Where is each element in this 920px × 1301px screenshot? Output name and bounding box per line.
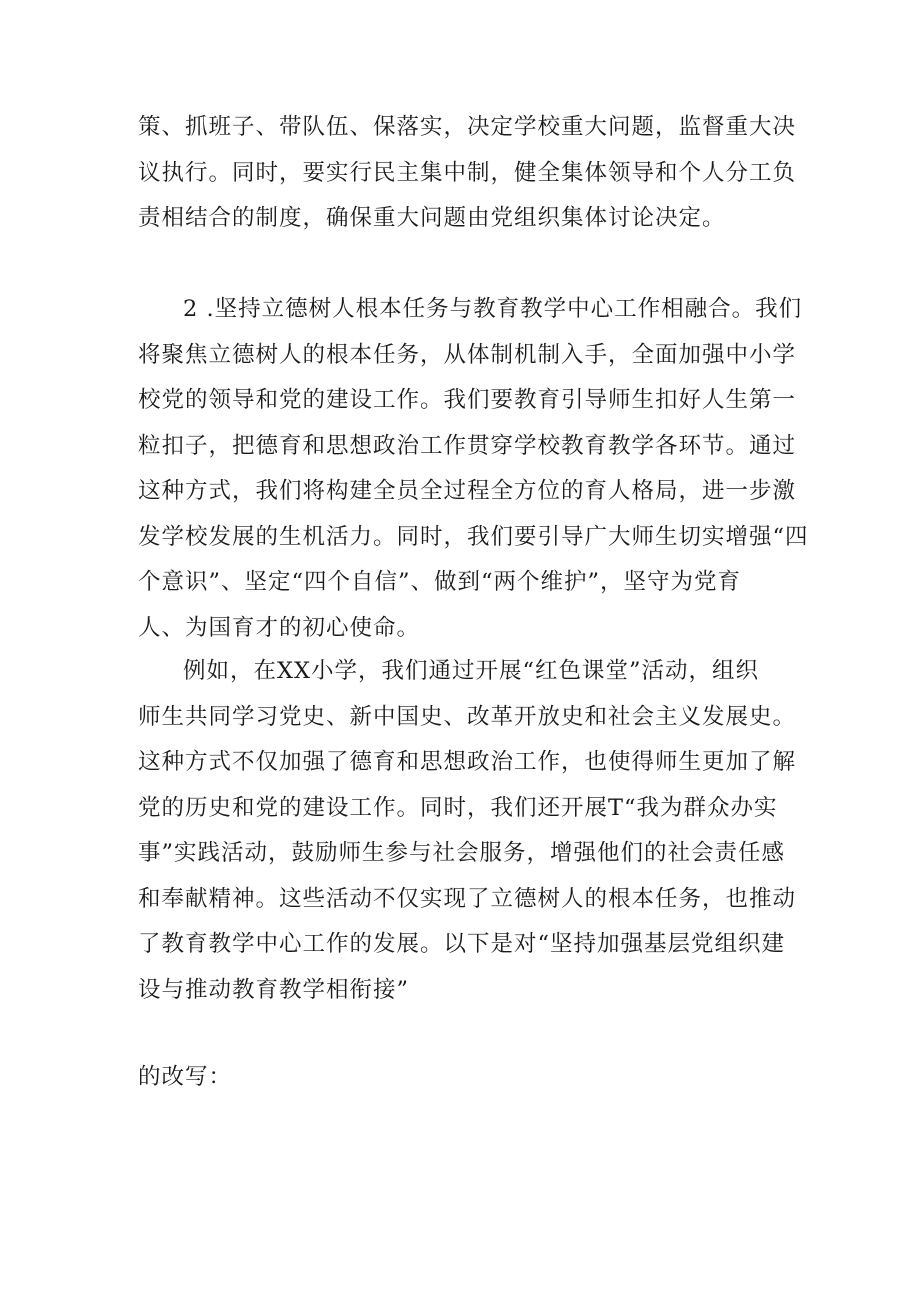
text-line: 2 .坚持立德树人根本任务与教育教学中心工作相融合。我们 xyxy=(183,296,803,322)
text-line: 例如，在XX小学，我们通过开展“红色课堂”活动，组织 xyxy=(183,658,760,684)
text-line: 这种方式不仅加强了德育和思想政治工作，也使得师生更加了解 xyxy=(138,749,797,775)
text-line: 事”实践活动，鼓励师生参与社会服务，增强他们的社会责任感 xyxy=(138,840,786,866)
text-line: 粒扣子，把德育和思想政治工作贯穿学校教育教学各环节。通过 xyxy=(138,432,797,459)
text-line: 设与推动教育教学相衔接” xyxy=(138,976,410,1003)
text-line: 将聚焦立德树人的根本任务，从体制机制入手，全面加强中小学 xyxy=(138,341,797,368)
text-line: 人、为国育才的初心使命。 xyxy=(138,614,421,641)
text-line: 策、抓班子、带队伍、保落实，决定学校重大问题，监督重大决 xyxy=(138,114,797,140)
text-line: 发学校发展的生机活力。同时，我们要引导广大师生切实增强“四 xyxy=(138,523,809,550)
text-line: 和奉献精神。这些活动不仅实现了立德树人的根本任务，也推动 xyxy=(138,885,797,912)
text-line: 校党的领导和党的建设工作。我们要教育引导师生扣好人生第一 xyxy=(138,387,797,413)
text-line: 师生共同学习党史、新中国史、改革开放史和社会主义发展史。 xyxy=(138,703,797,730)
text-line: 这种方式，我们将构建全员全过程全方位的育人格局，进一步激 xyxy=(138,478,797,504)
text-line: 了教育教学中心工作的发展。以下是对“坚持加强基层党组织建 xyxy=(138,931,786,957)
text-line: 的改写： xyxy=(138,1064,233,1090)
text-line: 个意识”、坚定“四个自信”、做到“两个维护”，坚守为党育 xyxy=(138,569,742,595)
paragraph-2 xyxy=(138,287,809,651)
paragraph-1 xyxy=(138,105,797,242)
paragraph-3 xyxy=(138,649,797,1013)
text-line: 议执行。同时，要实行民主集中制，健全集体领导和个人分工负 xyxy=(138,159,797,186)
text-line: 党的历史和党的建设工作。同时，我们还开展T“我为群众办实 xyxy=(138,794,778,821)
paragraph-4 xyxy=(138,1055,786,1101)
text-line: 责相结合的制度，确保重大问题由党组织集体讨论决定。 xyxy=(138,205,726,231)
